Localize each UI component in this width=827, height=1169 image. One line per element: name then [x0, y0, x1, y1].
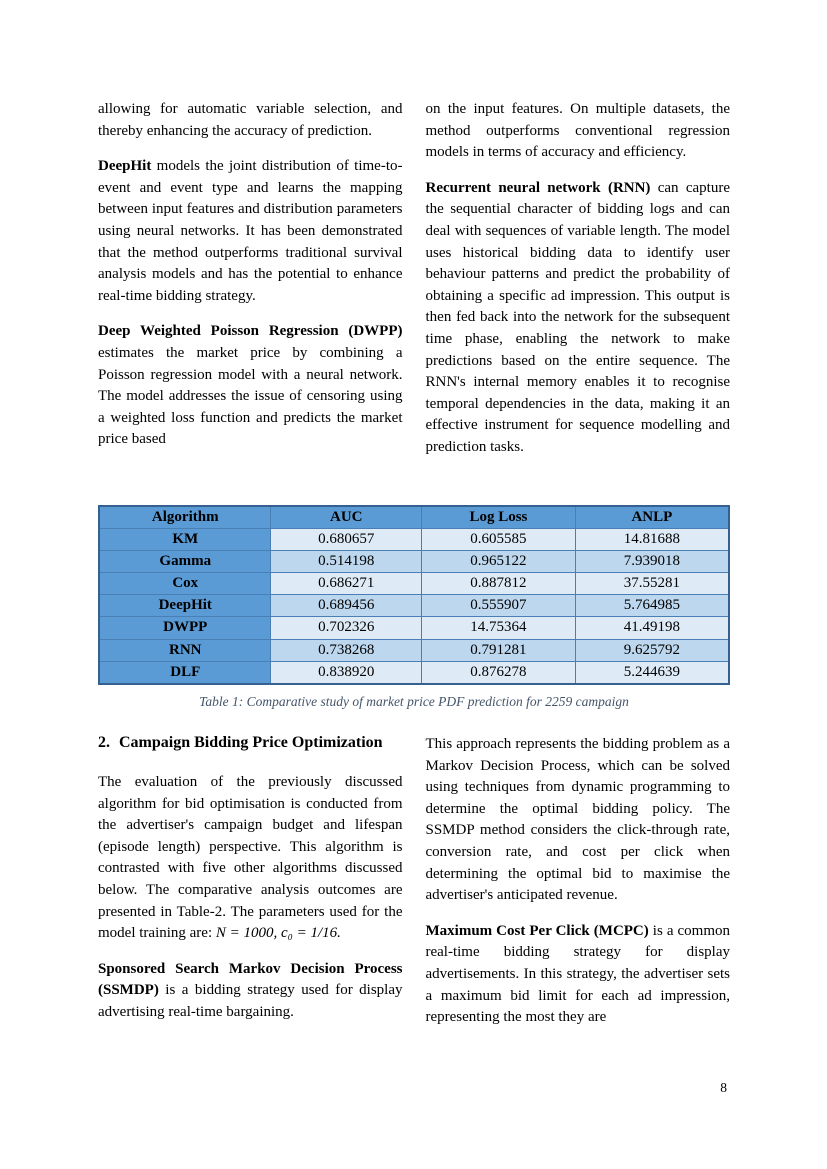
- table-cell-auc: 0.838920: [271, 661, 422, 684]
- paragraph-text: allowing for automatic variable selection, and thereby enhancing the accuracy of prediction.: [98, 101, 403, 139]
- paragraph: [98, 772, 403, 945]
- paragraph-text: is a common real-time bidding strategy for display advertisements. In this strategy, the advertiser sets a maximum bid limit for each ad impression, representing the most they are: [425, 922, 730, 1026]
- section-heading-text: Campaign Bidding Price Optimization: [119, 734, 383, 751]
- table-header-row: [99, 506, 729, 529]
- page-number: 8: [720, 1080, 727, 1095]
- table-cell-anlp: 14.81688: [575, 528, 729, 550]
- table-cell-logloss: 0.876278: [422, 661, 576, 684]
- bottom-right-column: [426, 734, 731, 1029]
- paragraph: [98, 321, 403, 451]
- paragraph-lead: Deep Weighted Poisson Regression (DWPP): [98, 323, 403, 340]
- paragraph-text: can capture the sequential character of bidding logs and can deal with sequences of variable length. The model uses historical bidding data to identify user behaviour patterns and predict the probability of obtaining a specific ad impression. This output is then fed back into the network for the subsequent time phase, enabling the network to make predictions based on the entire sequence. The RNN's internal memory enables it to recognise temporal dependencies in the data, making it an effective instrument for sequence modelling and prediction tasks.: [425, 179, 731, 455]
- paragraph-text: The evaluation of the previously discussed algorithm for bid optimisation is conducted from the advertiser's campaign budget and lifespan (episode length) perspective. This algorithm is contrasted with five other algorithms discussed below. The comparative analysis outcomes are presented in Table-2. The parameters used for the model training are:: [98, 774, 403, 942]
- table-cell-anlp: 9.625792: [575, 639, 729, 661]
- results-table: [98, 505, 730, 686]
- table-cell-logloss: 0.791281: [422, 639, 576, 661]
- table-cell-algorithm: Gamma: [99, 550, 271, 572]
- table-cell-anlp: 37.55281: [575, 573, 729, 595]
- table-header-algorithm: Algorithm: [99, 506, 271, 529]
- paragraph: [426, 178, 731, 459]
- table-cell-anlp: 7.939018: [575, 550, 729, 572]
- table-cell-logloss: 0.965122: [422, 550, 576, 572]
- table-row: [99, 550, 729, 572]
- table-header-auc: AUC: [271, 506, 422, 529]
- table-cell-auc: 0.514198: [271, 550, 422, 572]
- paragraph-lead: Sponsored Search Markov Decision Process (SSMDP): [98, 960, 403, 999]
- paragraph: [426, 921, 731, 1029]
- paragraph-text: This approach represents the bidding problem as a Markov Decision Process, which can be solved using techniques from dynamic programming to determine the optimal bidding policy. The SSMDP method considers the click-through rate, conversion rate, and cost per click when determining the optimal bid to maximise the advertiser's anticipated revenue.: [425, 736, 730, 904]
- paragraph-text: models the joint distribution of time-to-event and event type and learns the mapping between input features and distribution parameters using neural networks. It has been demonstrated that the method outperforms traditional survival analysis models and has the potential to enhance real-time bidding strategy.: [98, 158, 403, 304]
- table-cell-auc: 0.686271: [271, 573, 422, 595]
- table-cell-algorithm: DWPP: [99, 617, 271, 639]
- table-cell-auc: 0.702326: [271, 617, 422, 639]
- top-right-column: [426, 99, 731, 459]
- table-row: [99, 617, 729, 639]
- paragraph: [98, 99, 403, 142]
- table-cell-logloss: 0.887812: [422, 573, 576, 595]
- paragraph-text: is a bidding strategy used for display advertising real-time bargaining.: [98, 982, 403, 1020]
- table-cell-auc: 0.680657: [271, 528, 422, 550]
- table-cell-anlp: 41.49198: [575, 617, 729, 639]
- table-row: [99, 528, 729, 550]
- table-cell-anlp: 5.244639: [575, 661, 729, 684]
- section-heading: [98, 734, 403, 752]
- paragraph: [426, 99, 731, 164]
- table-cell-auc: 0.738268: [271, 639, 422, 661]
- paragraph: [426, 734, 731, 907]
- paragraph-lead: Maximum Cost Per Click (MCPC): [425, 922, 649, 939]
- table-cell-algorithm: DLF: [99, 661, 271, 684]
- top-left-column: [98, 99, 403, 459]
- bottom-columns: [98, 734, 730, 1029]
- table-cell-algorithm: RNN: [99, 639, 271, 661]
- table-cell-logloss: 0.555907: [422, 595, 576, 617]
- table-row: [99, 639, 729, 661]
- table-cell-anlp: 5.764985: [575, 595, 729, 617]
- paragraph-lead: DeepHit: [98, 158, 152, 175]
- table-cell-logloss: 14.75364: [422, 617, 576, 639]
- table-cell-algorithm: DeepHit: [99, 595, 271, 617]
- table-header-logloss: Log Loss: [422, 506, 576, 529]
- paragraph: [98, 156, 403, 307]
- paragraph: [98, 959, 403, 1024]
- section-heading-number: 2.: [98, 734, 110, 751]
- results-table-section: [98, 505, 730, 711]
- table-row: [99, 661, 729, 684]
- table-header-anlp: ANLP: [575, 506, 729, 529]
- math-expression: N = 1000, c₀ = 1/16.: [215, 925, 341, 942]
- paragraph-text: estimates the market price by combining a Poisson regression model with a neural network. The model addresses the issue of censoring using a weighted loss function and predicts the market price based: [98, 344, 403, 448]
- table-cell-auc: 0.689456: [271, 595, 422, 617]
- table-cell-algorithm: KM: [99, 528, 271, 550]
- top-columns: [98, 99, 730, 459]
- table-row: [99, 573, 729, 595]
- table-row: [99, 595, 729, 617]
- bottom-left-column: [98, 734, 403, 1029]
- paragraph-lead: Recurrent neural network (RNN): [425, 179, 651, 196]
- paragraph-text: on the input features. On multiple datasets, the method outperforms conventional regression models in terms of accuracy and efficiency.: [425, 101, 730, 161]
- table-cell-logloss: 0.605585: [422, 528, 576, 550]
- table-caption: Table 1: Comparative study of market price PDF prediction for 2259 campaign: [199, 694, 629, 709]
- table-cell-algorithm: Cox: [99, 573, 271, 595]
